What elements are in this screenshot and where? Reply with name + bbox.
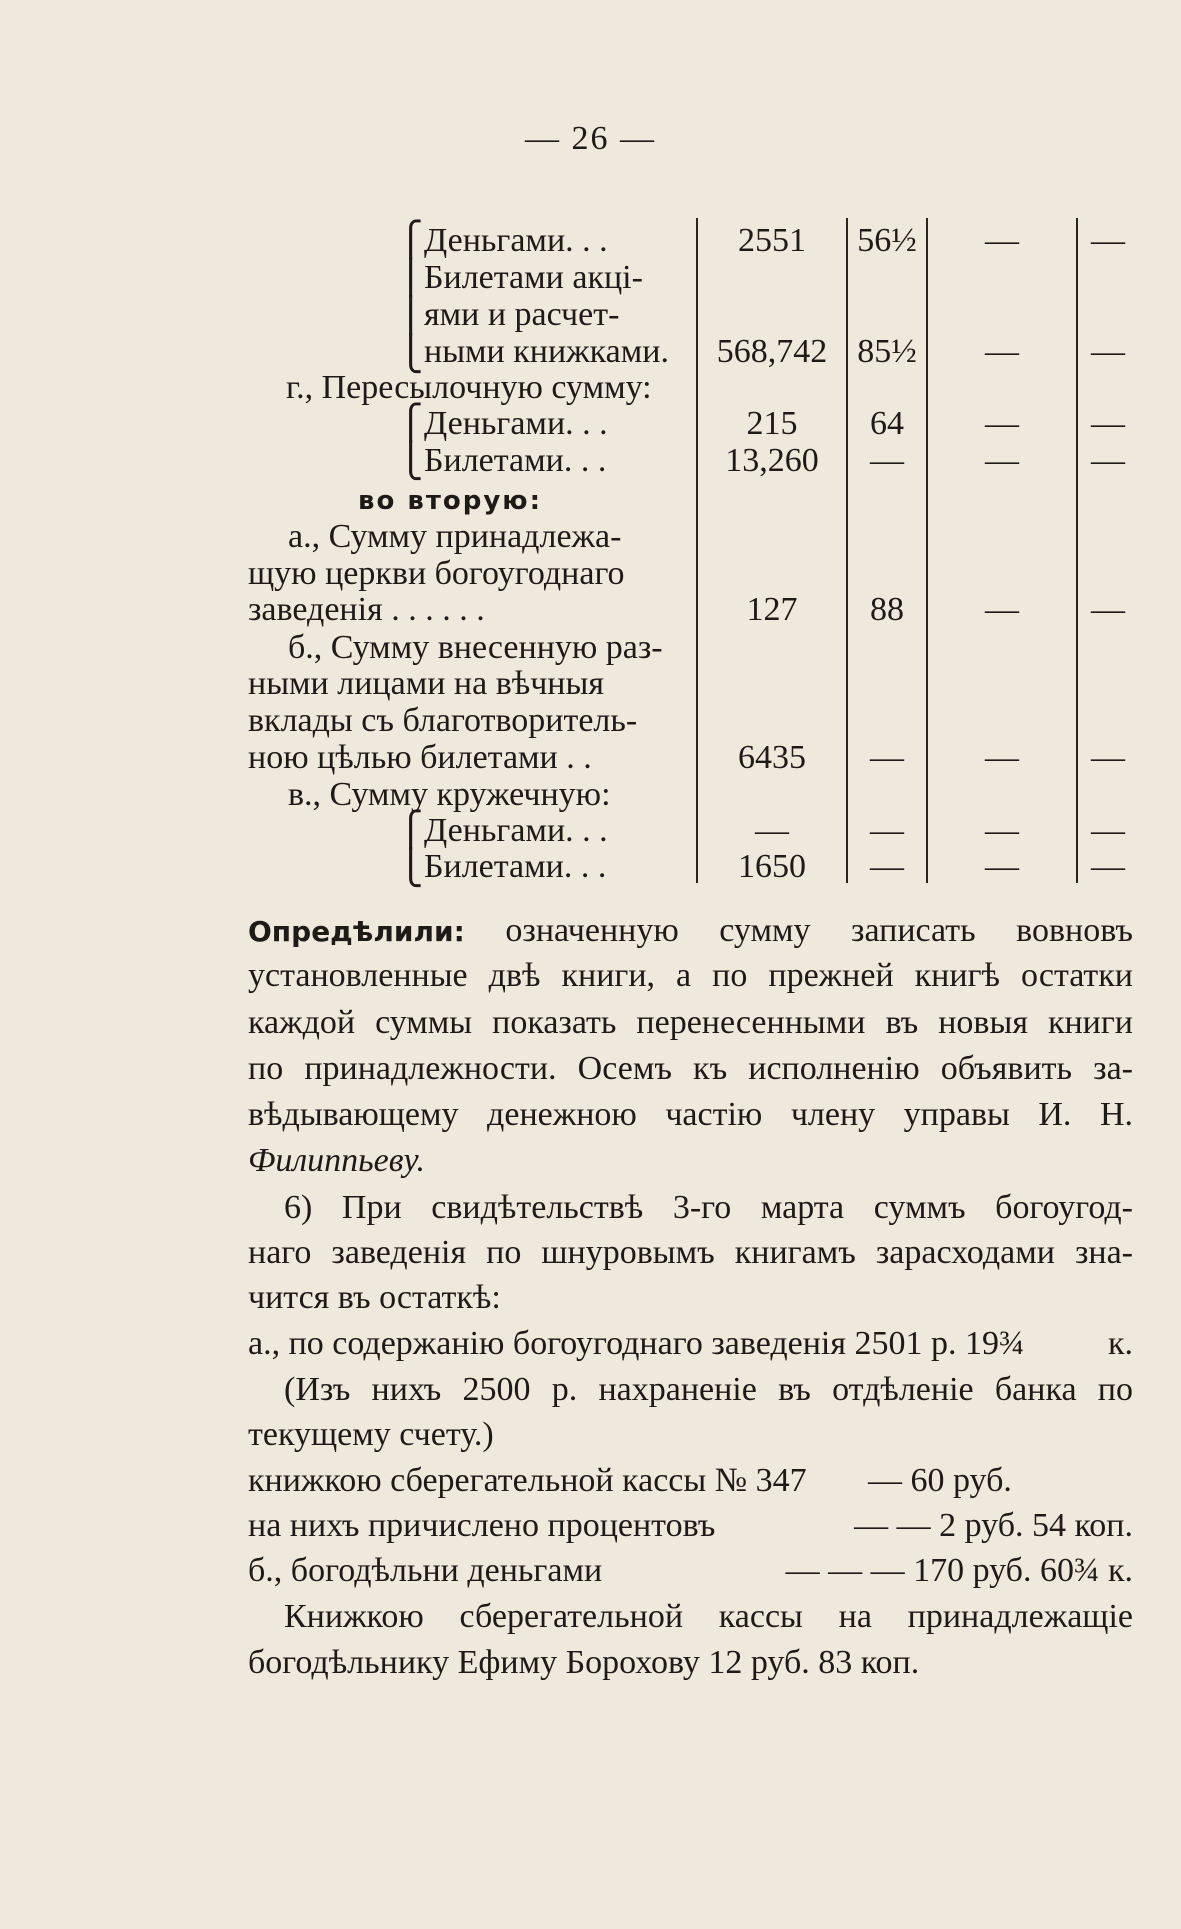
item6-line: наго заведенія по шнуровымъ книгамъ зарасходами зна- — [248, 1234, 1133, 1271]
table-cell: — — [870, 739, 904, 776]
table-cell: — — [1091, 591, 1125, 628]
table-cell: 127 — [746, 591, 798, 628]
table-row-label: ями и расчет- — [424, 296, 620, 333]
resolution-name: Филиппьеву. — [248, 1142, 425, 1179]
table-cell: 88 — [870, 591, 904, 628]
detail-left: на нихъ причислено процентовъ — [248, 1507, 716, 1544]
table-row-label: ными книжками. — [424, 333, 669, 370]
table-cell: — — [1091, 222, 1125, 259]
table-cell: — — [1091, 442, 1125, 479]
table-row-label: Деньгами. . . — [424, 812, 608, 849]
table-cell: — — [985, 333, 1019, 370]
table-rule — [1076, 218, 1078, 883]
table-cell: — — [985, 739, 1019, 776]
brace-mark: ⎧ ⎩ — [398, 812, 424, 887]
table-rule — [696, 218, 698, 883]
table-cell: — — [985, 812, 1019, 849]
table-cell: — — [755, 812, 789, 849]
table-row-label: вклады съ благотворитель- — [248, 702, 638, 739]
detail-right: — — — 170 руб. 60¾ к. — [785, 1552, 1133, 1589]
table-cell: — — [1091, 333, 1125, 370]
table-cell: — — [985, 591, 1019, 628]
detail-line — [248, 1503, 1133, 1548]
table-cell: — — [1091, 739, 1125, 776]
table-row-label: Билетами. . . — [424, 442, 607, 479]
table-cell: — — [1091, 848, 1125, 885]
resolution-line — [248, 908, 1133, 954]
table-rule — [846, 218, 848, 883]
table-cell: — — [985, 848, 1019, 885]
resolution-line: вѣдывающему денежною частію члену управы И. Н. — [248, 1096, 1133, 1133]
table-row-label: г., Пересылочную сумму: — [286, 369, 652, 406]
detail-left: б., богодѣльни деньгами — [248, 1552, 603, 1589]
detail-right: — — 2 руб. 54 коп. — [854, 1507, 1133, 1544]
table-cell: 56½ — [857, 222, 917, 259]
table-row-label: щую церкви богоугоднаго — [248, 555, 625, 592]
resolution-line: по принадлежности. Осемъ къ исполненію объявить за- — [248, 1050, 1133, 1087]
item6-line: 6) При свидѣтельствѣ 3-го марта суммъ богоугод- — [284, 1189, 1133, 1226]
resolution-text: означенную сумму записать вовновъ — [505, 912, 1134, 949]
table-cell: 64 — [870, 405, 904, 442]
table-cell: 215 — [746, 405, 798, 442]
resolution-head: Опредѣлили: — [248, 915, 465, 948]
table-cell: — — [870, 848, 904, 885]
section-heading: во вторую: — [358, 486, 542, 516]
table-cell: — — [985, 405, 1019, 442]
final-line: богодѣльнику Ефиму Борохову 12 руб. 83 коп. — [248, 1644, 920, 1681]
detail-line — [248, 1321, 1133, 1366]
final-line: Книжкою сберегательной кассы на принадлежащіе — [284, 1598, 1133, 1635]
table-cell: 85½ — [857, 333, 917, 370]
table-cell: 568,742 — [716, 333, 828, 370]
detail-line: (Изъ нихъ 2500 р. нахраненіе въ отдѣленіе банка по — [284, 1371, 1133, 1408]
detail-right: к. — [1107, 1325, 1133, 1362]
brace-mark: ⎧ ⎪ ⎪ ⎩ — [398, 222, 424, 373]
detail-right: — 60 руб. — [868, 1462, 1012, 1499]
brace-mark: ⎧ ⎩ — [398, 405, 424, 480]
detail-line: текущему счету.) — [248, 1416, 494, 1453]
table-cell: 6435 — [738, 739, 806, 776]
resolution-line: установленные двѣ книги, а по прежней книгѣ остатки — [248, 957, 1133, 994]
table-row-label: ными лицами на вѣчныя — [248, 665, 604, 702]
table-rule — [926, 218, 928, 883]
table-row-label: ною цѣлью билетами . . — [248, 739, 592, 776]
table-row-label: а., Сумму принадлежа- — [288, 518, 622, 555]
table-row-label: Билетами. . . — [424, 848, 607, 885]
detail-line — [248, 1548, 1133, 1593]
table-cell: — — [1091, 405, 1125, 442]
item6-line: чится въ остаткѣ: — [248, 1279, 501, 1316]
table-cell: 13,260 — [725, 442, 819, 479]
table-cell: — — [1091, 812, 1125, 849]
table-cell: — — [985, 222, 1019, 259]
table-row-label: б., Сумму внесенную раз- — [288, 629, 663, 666]
table-row-label: заведенія . . . . . . — [248, 591, 485, 628]
resolution-line: каждой суммы показать перенесенными въ новыя книги — [248, 1004, 1133, 1041]
table-cell: — — [985, 442, 1019, 479]
table-row-label: Деньгами. . . — [424, 405, 608, 442]
table-row-label: Билетами акці- — [424, 259, 643, 296]
detail-left: а., по содержанію богоугоднаго заведенія 2501 р. 19¾ — [248, 1325, 1025, 1362]
table-cell: — — [870, 442, 904, 479]
table-cell: 1650 — [738, 848, 806, 885]
table-cell: 2551 — [738, 222, 806, 259]
table-cell: — — [870, 812, 904, 849]
table-row-label: в., Сумму кружечную: — [288, 776, 611, 813]
detail-left: книжкою сберегательной кассы № 347 — [248, 1462, 807, 1499]
detail-line — [248, 1458, 1133, 1503]
page-number: — 26 — — [525, 120, 656, 157]
table-row-label: Деньгами. . . — [424, 222, 608, 259]
